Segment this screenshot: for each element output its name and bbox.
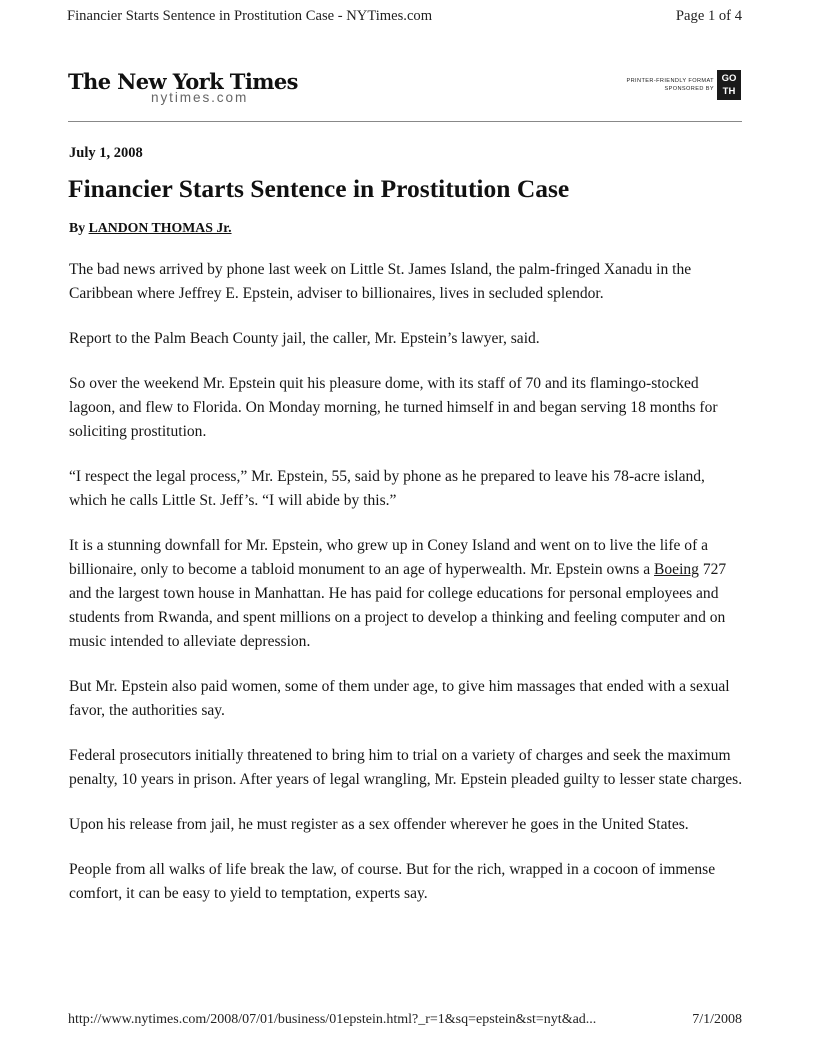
document-title: Financier Starts Sentence in Prostitution Case - NYTimes.com [67,8,433,24]
byline [69,220,232,236]
byline-prefix: By [69,220,86,235]
paragraph: Report to the Palm Beach County jail, the caller, Mr. Epstein’s lawyer, said. [69,330,540,347]
paragraph-text: It is a stunning downfall for Mr. Epstein, who grew up in Coney Island and went on to live the life of a billionaire, only to become a tabloid monument to an age of hyperwealth. Mr. Epstein owns a [69,537,709,578]
page-number: Page 1 of 4 [675,8,742,24]
paragraph: But Mr. Epstein also paid women, some of them under age, to give him massages that ended with a sexual favor, the authorities say. [69,678,730,719]
page-url: http://www.nytimes.com/2008/07/01/business/01epstein.html?_r=1&sq=epstein&st=nyt&ad... [68,1012,597,1027]
site-name: nytimes.com [151,90,249,105]
paragraph-text: 727 and the largest town house in Manhattan. He has paid for college educations for personal employees and students from Rwanda, and spent millions on a project to develop a thinking and feeling computer and on music intended to alleviate depression. [69,561,727,650]
print-footer [68,1012,742,1032]
paragraph: People from all walks of life break the law, of course. But for the rich, wrapped in a cocoon of immense comfort, it can be easy to yield to temptation, experts say. [69,861,716,902]
article-date: July 1, 2008 [69,145,143,161]
paragraph: “I respect the legal process,” Mr. Epstein, 55, said by phone as he prepared to leave his 78-acre island, which he calls Little St. Jeff’s. “I will abide by this.” [69,468,705,509]
header-divider [68,121,742,122]
sponsor-logo-line2: TH [722,86,736,97]
print-header [67,8,742,28]
sponsor-text [626,77,714,93]
nyt-logo: The New York Times [68,69,298,94]
sponsor-logo [717,70,741,100]
paragraph: So over the weekend Mr. Epstein quit his pleasure dome, with its staff of 70 and its flamingo-stocked lagoon, and flew to Florida. On Monday morning, he turned himself in and began serving 18 months for soliciting prostitution. [69,375,718,440]
masthead [68,70,298,112]
sponsor-by-label: SPONSORED BY [664,86,714,92]
sponsor-format-label: PRINTER-FRIENDLY FORMAT [626,78,714,84]
paragraph: Upon his release from jail, he must register as a sex offender wherever he goes in the United States. [69,816,689,833]
paragraph [69,534,745,654]
article-body [69,258,745,927]
paragraph: The bad news arrived by phone last week on Little St. James Island, the palm-fringed Xanadu in the Caribbean where Jeffrey E. Epstein, adviser to billionaires, lives in secluded splendor. [69,261,692,302]
boeing-link[interactable]: Boeing [654,561,699,578]
sponsor-logo-line1: GO [721,73,737,84]
print-date: 7/1/2008 [692,1012,742,1027]
paragraph: Federal prosecutors initially threatened to bring him to trial on a variety of charges and seek the maximum penalty, 10 years in prison. After years of legal wrangling, Mr. Epstein pleaded guilty to lesser state charges. [69,747,743,788]
article-headline: Financier Starts Sentence in Prostitution Case [68,174,570,203]
author-link[interactable]: LANDON THOMAS Jr. [88,220,232,235]
sponsor-block [626,70,741,100]
